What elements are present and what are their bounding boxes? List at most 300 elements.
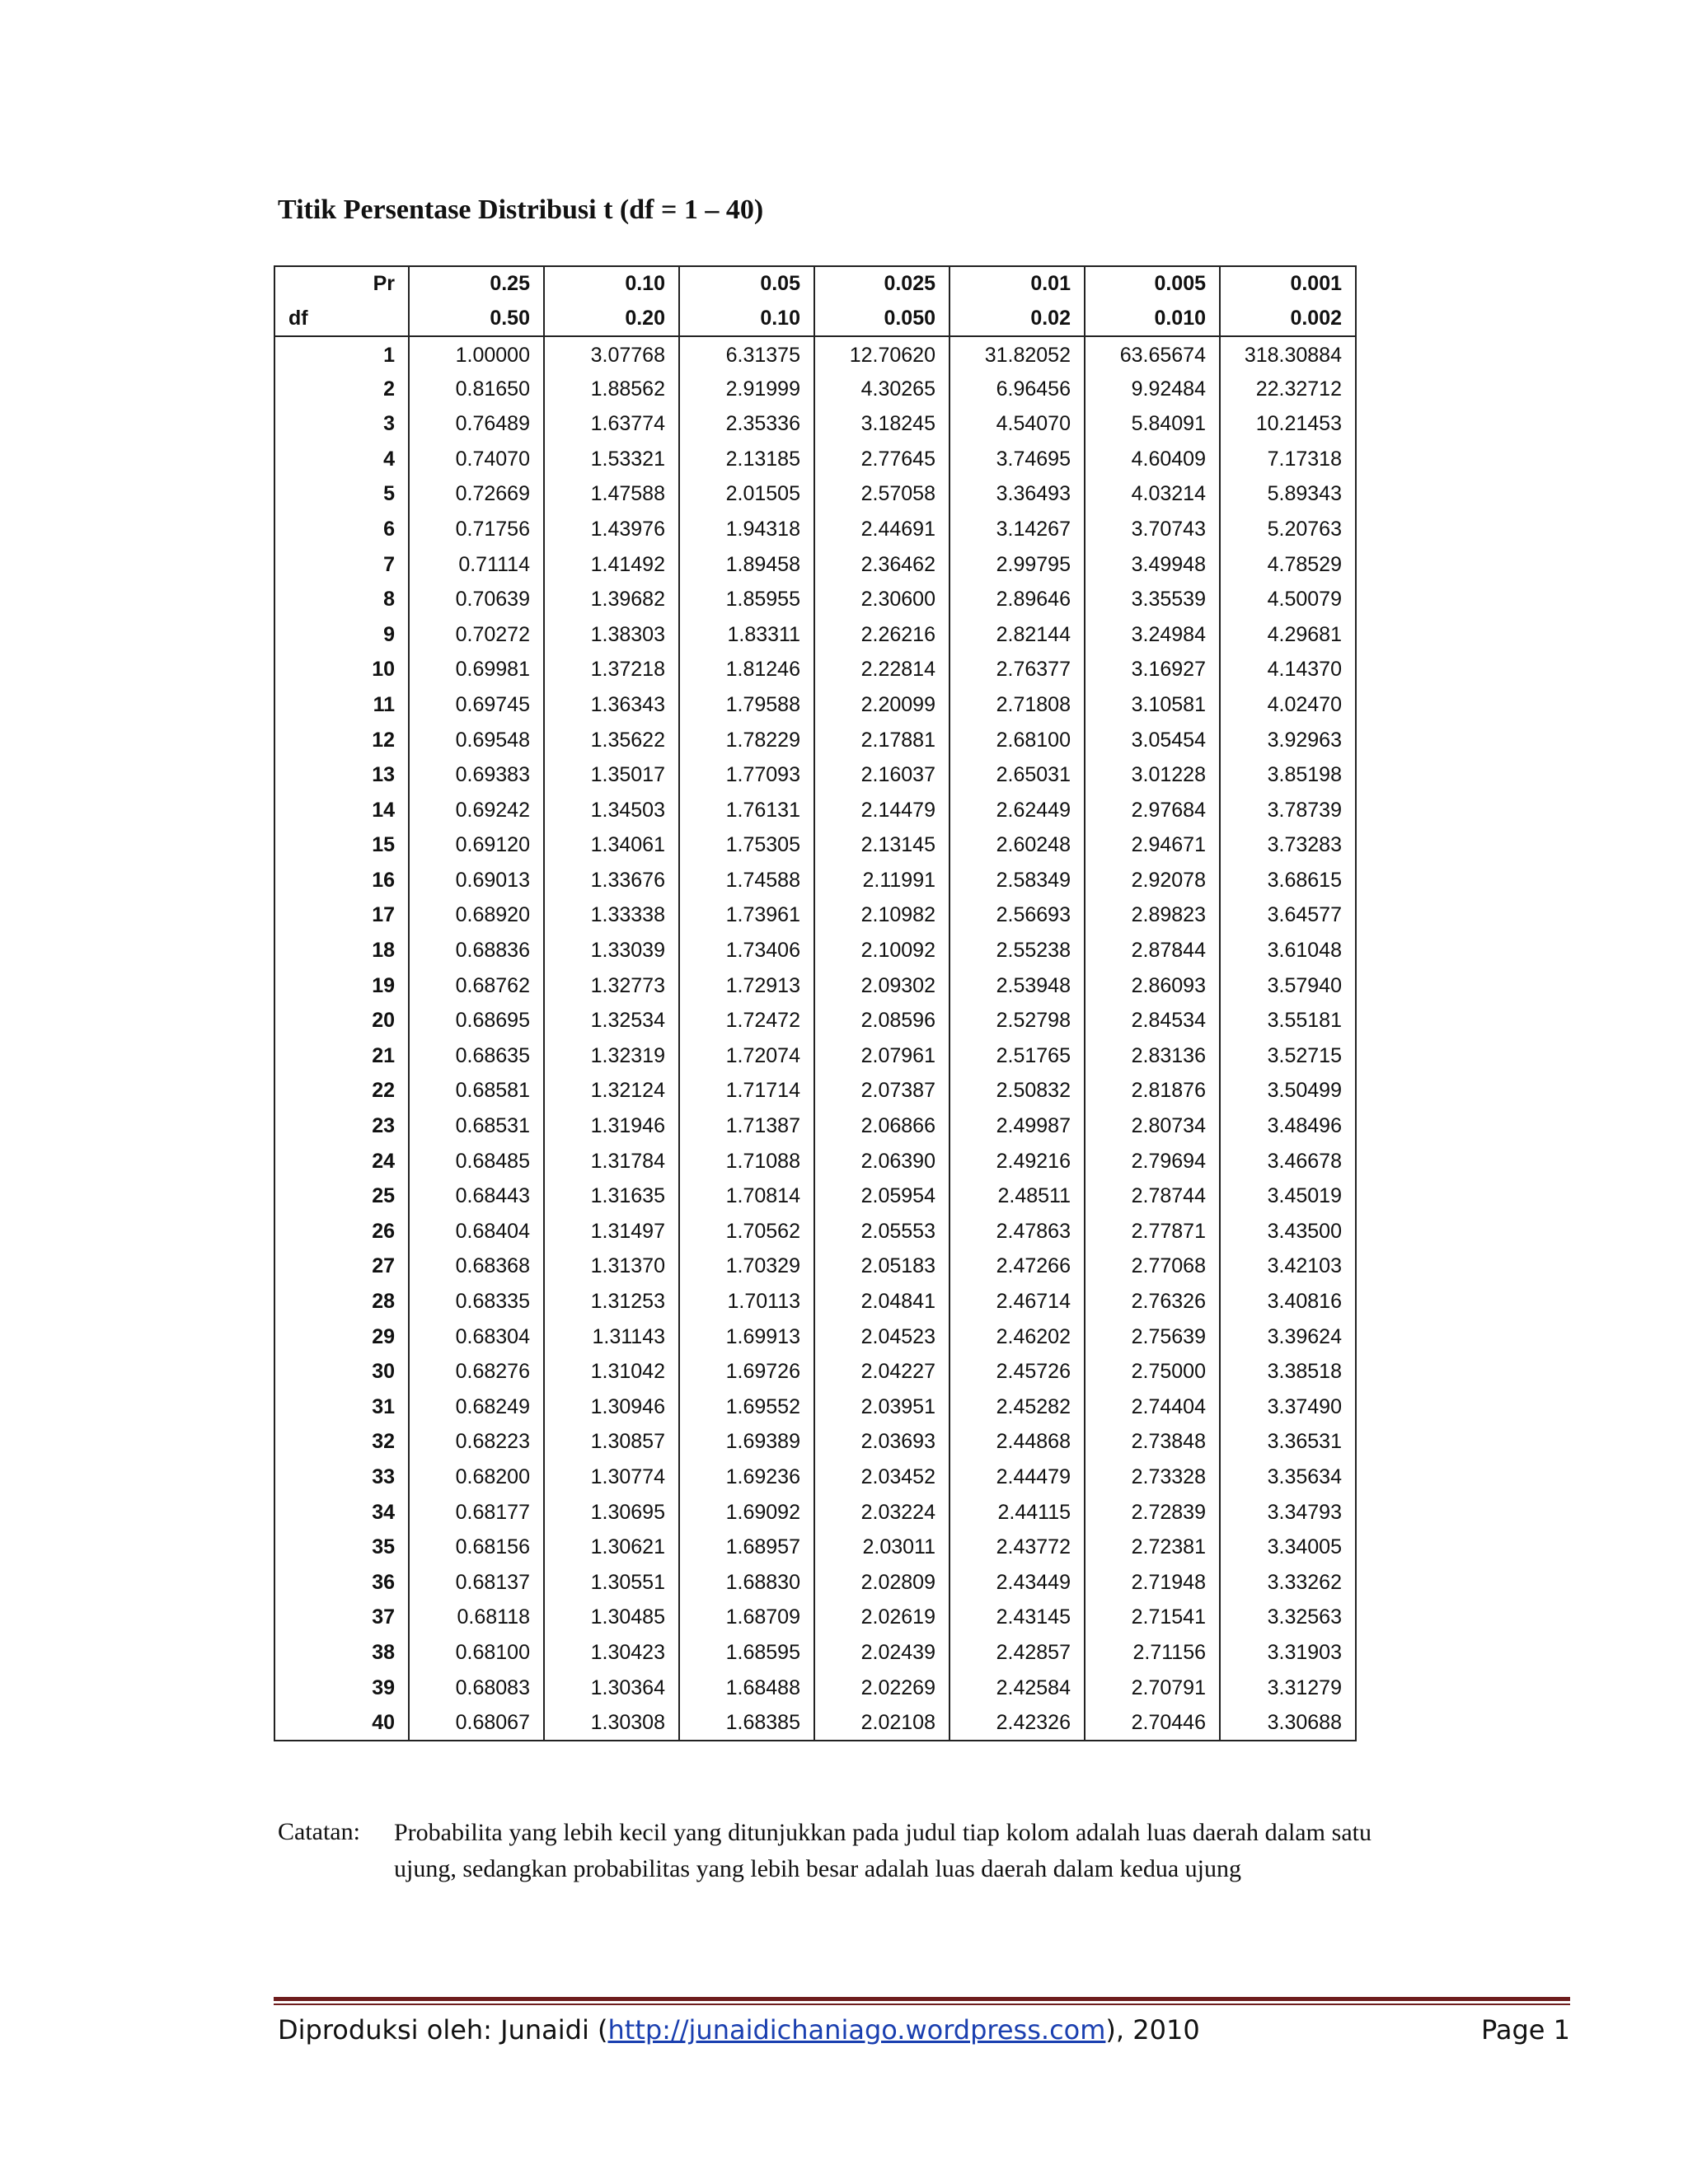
value-cell: 0.69013 <box>409 863 544 898</box>
value-cell: 2.43772 <box>950 1530 1085 1565</box>
value-cell: 0.69120 <box>409 828 544 864</box>
value-cell: 3.16927 <box>1085 653 1220 688</box>
value-cell: 1.68488 <box>679 1671 814 1706</box>
table-row <box>274 1565 1356 1601</box>
value-cell: 9.92484 <box>1085 372 1220 407</box>
value-cell: 1.41492 <box>544 547 679 583</box>
table-row <box>274 1495 1356 1530</box>
value-cell: 2.89646 <box>950 582 1085 617</box>
value-cell: 3.34005 <box>1220 1530 1356 1565</box>
footer-link[interactable]: http://junaidichaniago.wordpress.com <box>607 2014 1106 2046</box>
value-cell: 1.68957 <box>679 1530 814 1565</box>
value-cell: 2.77645 <box>814 442 950 477</box>
df-cell: 39 <box>274 1671 409 1706</box>
value-cell: 63.65674 <box>1085 336 1220 372</box>
value-cell: 3.31903 <box>1220 1635 1356 1671</box>
value-cell: 2.89823 <box>1085 898 1220 934</box>
value-cell: 3.14267 <box>950 512 1085 547</box>
value-cell: 4.29681 <box>1220 617 1356 653</box>
value-cell: 3.30688 <box>1220 1705 1356 1741</box>
value-cell: 1.32773 <box>544 968 679 1004</box>
table-row <box>274 1284 1356 1319</box>
df-cell: 3 <box>274 406 409 442</box>
value-cell: 3.39624 <box>1220 1319 1356 1355</box>
header-df-label: df <box>274 302 409 337</box>
value-cell: 4.60409 <box>1085 442 1220 477</box>
value-cell: 0.68581 <box>409 1074 544 1109</box>
value-cell: 3.61048 <box>1220 933 1356 968</box>
table-row <box>274 512 1356 547</box>
value-cell: 3.64577 <box>1220 898 1356 934</box>
value-cell: 2.42584 <box>950 1671 1085 1706</box>
value-cell: 1.34061 <box>544 828 679 864</box>
value-cell: 1.69092 <box>679 1495 814 1530</box>
value-cell: 3.24984 <box>1085 617 1220 653</box>
value-cell: 2.26216 <box>814 617 950 653</box>
value-cell: 2.77068 <box>1085 1249 1220 1285</box>
value-cell: 2.13185 <box>679 442 814 477</box>
value-cell: 2.05954 <box>814 1179 950 1214</box>
df-cell: 20 <box>274 1003 409 1038</box>
value-cell: 2.07387 <box>814 1074 950 1109</box>
value-cell: 1.94318 <box>679 512 814 547</box>
value-cell: 1.76131 <box>679 793 814 828</box>
value-cell: 1.30308 <box>544 1705 679 1741</box>
table-row <box>274 1705 1356 1741</box>
value-cell: 1.85955 <box>679 582 814 617</box>
table-row <box>274 723 1356 758</box>
value-cell: 0.81650 <box>409 372 544 407</box>
table-row <box>274 372 1356 407</box>
value-cell: 2.56693 <box>950 898 1085 934</box>
value-cell: 1.70814 <box>679 1179 814 1214</box>
value-cell: 1.31784 <box>544 1144 679 1179</box>
table-row <box>274 1003 1356 1038</box>
df-cell: 31 <box>274 1390 409 1425</box>
value-cell: 1.71088 <box>679 1144 814 1179</box>
header-one-tail-6: 0.005 <box>1085 266 1220 302</box>
table-row <box>274 547 1356 583</box>
df-cell: 19 <box>274 968 409 1004</box>
table-row <box>274 1635 1356 1671</box>
value-cell: 2.51765 <box>950 1038 1085 1074</box>
value-cell: 0.69242 <box>409 793 544 828</box>
value-cell: 0.76489 <box>409 406 544 442</box>
value-cell: 1.31253 <box>544 1284 679 1319</box>
value-cell: 0.70272 <box>409 617 544 653</box>
value-cell: 0.68067 <box>409 1705 544 1741</box>
value-cell: 1.69236 <box>679 1460 814 1495</box>
value-cell: 4.54070 <box>950 406 1085 442</box>
value-cell: 1.33338 <box>544 898 679 934</box>
table-row <box>274 1319 1356 1355</box>
value-cell: 2.04841 <box>814 1284 950 1319</box>
value-cell: 1.39682 <box>544 582 679 617</box>
value-cell: 2.74404 <box>1085 1390 1220 1425</box>
value-cell: 2.42857 <box>950 1635 1085 1671</box>
value-cell: 1.31946 <box>544 1108 679 1144</box>
value-cell: 3.38518 <box>1220 1354 1356 1390</box>
value-cell: 2.16037 <box>814 757 950 793</box>
value-cell: 4.02470 <box>1220 687 1356 723</box>
table-row <box>274 1074 1356 1109</box>
value-cell: 2.94671 <box>1085 828 1220 864</box>
value-cell: 1.36343 <box>544 687 679 723</box>
header-one-tail-2: 0.10 <box>544 266 679 302</box>
value-cell: 3.74695 <box>950 442 1085 477</box>
value-cell: 2.08596 <box>814 1003 950 1038</box>
table-row <box>274 1425 1356 1460</box>
value-cell: 1.89458 <box>679 547 814 583</box>
value-cell: 0.68531 <box>409 1108 544 1144</box>
value-cell: 3.35634 <box>1220 1460 1356 1495</box>
value-cell: 1.30774 <box>544 1460 679 1495</box>
table-row <box>274 582 1356 617</box>
header-two-tail-1: 0.50 <box>409 302 544 337</box>
value-cell: 1.31143 <box>544 1319 679 1355</box>
value-cell: 0.68762 <box>409 968 544 1004</box>
value-cell: 2.06866 <box>814 1108 950 1144</box>
value-cell: 1.71714 <box>679 1074 814 1109</box>
value-cell: 2.10092 <box>814 933 950 968</box>
value-cell: 1.35017 <box>544 757 679 793</box>
value-cell: 2.02108 <box>814 1705 950 1741</box>
value-cell: 2.22814 <box>814 653 950 688</box>
value-cell: 3.05454 <box>1085 723 1220 758</box>
value-cell: 1.32534 <box>544 1003 679 1038</box>
value-cell: 0.69745 <box>409 687 544 723</box>
value-cell: 3.55181 <box>1220 1003 1356 1038</box>
value-cell: 0.68695 <box>409 1003 544 1038</box>
value-cell: 1.73406 <box>679 933 814 968</box>
value-cell: 2.76326 <box>1085 1284 1220 1319</box>
value-cell: 0.74070 <box>409 442 544 477</box>
value-cell: 2.50832 <box>950 1074 1085 1109</box>
value-cell: 3.85198 <box>1220 757 1356 793</box>
table-row <box>274 1460 1356 1495</box>
value-cell: 2.45726 <box>950 1354 1085 1390</box>
value-cell: 2.36462 <box>814 547 950 583</box>
df-cell: 9 <box>274 617 409 653</box>
value-cell: 3.70743 <box>1085 512 1220 547</box>
value-cell: 2.03224 <box>814 1495 950 1530</box>
note-label: Catatan: <box>278 1818 360 1845</box>
value-cell: 1.30485 <box>544 1601 679 1636</box>
value-cell: 2.68100 <box>950 723 1085 758</box>
value-cell: 2.02619 <box>814 1601 950 1636</box>
value-cell: 1.63774 <box>544 406 679 442</box>
value-cell: 2.04523 <box>814 1319 950 1355</box>
value-cell: 0.69383 <box>409 757 544 793</box>
df-cell: 6 <box>274 512 409 547</box>
header-two-tail-3: 0.10 <box>679 302 814 337</box>
value-cell: 2.11991 <box>814 863 950 898</box>
df-cell: 29 <box>274 1319 409 1355</box>
table-row <box>274 1249 1356 1285</box>
value-cell: 4.14370 <box>1220 653 1356 688</box>
value-cell: 31.82052 <box>950 336 1085 372</box>
value-cell: 0.68335 <box>409 1284 544 1319</box>
value-cell: 3.50499 <box>1220 1074 1356 1109</box>
value-cell: 3.73283 <box>1220 828 1356 864</box>
value-cell: 2.71541 <box>1085 1601 1220 1636</box>
value-cell: 1.68830 <box>679 1565 814 1601</box>
value-cell: 1.79588 <box>679 687 814 723</box>
value-cell: 3.92963 <box>1220 723 1356 758</box>
value-cell: 2.72381 <box>1085 1530 1220 1565</box>
value-cell: 2.03011 <box>814 1530 950 1565</box>
value-cell: 1.77093 <box>679 757 814 793</box>
value-cell: 2.42326 <box>950 1705 1085 1741</box>
table-row <box>274 1390 1356 1425</box>
value-cell: 0.72669 <box>409 477 544 513</box>
value-cell: 3.33262 <box>1220 1565 1356 1601</box>
value-cell: 1.35622 <box>544 723 679 758</box>
header-one-tail-4: 0.025 <box>814 266 950 302</box>
value-cell: 2.06390 <box>814 1144 950 1179</box>
value-cell: 2.46202 <box>950 1319 1085 1355</box>
value-cell: 1.30621 <box>544 1530 679 1565</box>
header-one-tail-3: 0.05 <box>679 266 814 302</box>
value-cell: 1.30551 <box>544 1565 679 1601</box>
value-cell: 1.78229 <box>679 723 814 758</box>
header-one-tail-7: 0.001 <box>1220 266 1356 302</box>
value-cell: 1.32319 <box>544 1038 679 1074</box>
value-cell: 2.73328 <box>1085 1460 1220 1495</box>
value-cell: 12.70620 <box>814 336 950 372</box>
value-cell: 2.86093 <box>1085 968 1220 1004</box>
table-row <box>274 757 1356 793</box>
header-two-tail-6: 0.010 <box>1085 302 1220 337</box>
value-cell: 2.07961 <box>814 1038 950 1074</box>
df-cell: 28 <box>274 1284 409 1319</box>
df-cell: 15 <box>274 828 409 864</box>
df-cell: 16 <box>274 863 409 898</box>
value-cell: 4.03214 <box>1085 477 1220 513</box>
table-row <box>274 968 1356 1004</box>
value-cell: 3.42103 <box>1220 1249 1356 1285</box>
value-cell: 0.68137 <box>409 1565 544 1601</box>
value-cell: 1.33676 <box>544 863 679 898</box>
value-cell: 2.77871 <box>1085 1214 1220 1249</box>
value-cell: 2.44691 <box>814 512 950 547</box>
df-cell: 37 <box>274 1601 409 1636</box>
df-cell: 21 <box>274 1038 409 1074</box>
value-cell: 0.68368 <box>409 1249 544 1285</box>
value-cell: 2.48511 <box>950 1179 1085 1214</box>
value-cell: 2.62449 <box>950 793 1085 828</box>
value-cell: 5.89343 <box>1220 477 1356 513</box>
header-two-tail-5: 0.02 <box>950 302 1085 337</box>
df-cell: 13 <box>274 757 409 793</box>
value-cell: 1.30695 <box>544 1495 679 1530</box>
note-text: Probabilita yang lebih kecil yang ditunjukkan pada judul tiap kolom adalah luas daerah dalam satu ujung, sedangkan probabilitas yang lebih besar adalah luas daerah dalam kedua ujung <box>394 1819 1372 1882</box>
footer-rule-thin <box>274 2004 1570 2005</box>
value-cell: 1.43976 <box>544 512 679 547</box>
page-title: Titik Persentase Distribusi t (df = 1 – 40) <box>278 194 764 225</box>
value-cell: 3.48496 <box>1220 1108 1356 1144</box>
table-row <box>274 653 1356 688</box>
value-cell: 2.97684 <box>1085 793 1220 828</box>
value-cell: 6.31375 <box>679 336 814 372</box>
value-cell: 2.87844 <box>1085 933 1220 968</box>
value-cell: 2.73848 <box>1085 1425 1220 1460</box>
value-cell: 2.84534 <box>1085 1003 1220 1038</box>
value-cell: 0.68836 <box>409 933 544 968</box>
value-cell: 1.31497 <box>544 1214 679 1249</box>
value-cell: 3.49948 <box>1085 547 1220 583</box>
value-cell: 0.68404 <box>409 1214 544 1249</box>
value-cell: 2.43449 <box>950 1565 1085 1601</box>
value-cell: 1.69389 <box>679 1425 814 1460</box>
value-cell: 2.79694 <box>1085 1144 1220 1179</box>
value-cell: 0.68083 <box>409 1671 544 1706</box>
table-row <box>274 933 1356 968</box>
value-cell: 1.32124 <box>544 1074 679 1109</box>
value-cell: 318.30884 <box>1220 336 1356 372</box>
table-row <box>274 863 1356 898</box>
value-cell: 1.34503 <box>544 793 679 828</box>
value-cell: 2.58349 <box>950 863 1085 898</box>
value-cell: 1.38303 <box>544 617 679 653</box>
value-cell: 0.68635 <box>409 1038 544 1074</box>
value-cell: 3.45019 <box>1220 1179 1356 1214</box>
df-cell: 24 <box>274 1144 409 1179</box>
header-one-tail-5: 0.01 <box>950 266 1085 302</box>
value-cell: 3.37490 <box>1220 1390 1356 1425</box>
value-cell: 0.68249 <box>409 1390 544 1425</box>
header-two-tail-4: 0.050 <box>814 302 950 337</box>
table-row <box>274 336 1356 372</box>
value-cell: 4.50079 <box>1220 582 1356 617</box>
value-cell: 0.68920 <box>409 898 544 934</box>
value-cell: 1.71387 <box>679 1108 814 1144</box>
value-cell: 3.57940 <box>1220 968 1356 1004</box>
df-cell: 18 <box>274 933 409 968</box>
table-row <box>274 1530 1356 1565</box>
value-cell: 1.68595 <box>679 1635 814 1671</box>
table-row <box>274 1179 1356 1214</box>
df-cell: 25 <box>274 1179 409 1214</box>
table-row <box>274 793 1356 828</box>
footer <box>278 2014 1570 2046</box>
value-cell: 2.35336 <box>679 406 814 442</box>
value-cell: 0.68177 <box>409 1495 544 1530</box>
df-cell: 12 <box>274 723 409 758</box>
value-cell: 0.68304 <box>409 1319 544 1355</box>
df-cell: 27 <box>274 1249 409 1285</box>
value-cell: 2.80734 <box>1085 1108 1220 1144</box>
value-cell: 5.20763 <box>1220 512 1356 547</box>
value-cell: 2.17881 <box>814 723 950 758</box>
value-cell: 1.31635 <box>544 1179 679 1214</box>
value-cell: 2.02269 <box>814 1671 950 1706</box>
value-cell: 2.14479 <box>814 793 950 828</box>
value-cell: 2.09302 <box>814 968 950 1004</box>
value-cell: 2.91999 <box>679 372 814 407</box>
table-row <box>274 1214 1356 1249</box>
table-body <box>274 336 1356 1741</box>
value-cell: 2.03951 <box>814 1390 950 1425</box>
header-two-tail-2: 0.20 <box>544 302 679 337</box>
header-row-two-tail <box>274 302 1356 337</box>
value-cell: 1.81246 <box>679 653 814 688</box>
value-cell: 2.76377 <box>950 653 1085 688</box>
value-cell: 2.47266 <box>950 1249 1085 1285</box>
value-cell: 3.01228 <box>1085 757 1220 793</box>
value-cell: 1.83311 <box>679 617 814 653</box>
value-cell: 1.30946 <box>544 1390 679 1425</box>
value-cell: 10.21453 <box>1220 406 1356 442</box>
value-cell: 3.35539 <box>1085 582 1220 617</box>
footer-rule-thick <box>274 1997 1570 2001</box>
value-cell: 1.53321 <box>544 442 679 477</box>
value-cell: 2.01505 <box>679 477 814 513</box>
value-cell: 3.36531 <box>1220 1425 1356 1460</box>
value-cell: 3.40816 <box>1220 1284 1356 1319</box>
value-cell: 2.83136 <box>1085 1038 1220 1074</box>
value-cell: 2.72839 <box>1085 1495 1220 1530</box>
value-cell: 0.68223 <box>409 1425 544 1460</box>
table-row <box>274 1108 1356 1144</box>
df-cell: 22 <box>274 1074 409 1109</box>
value-cell: 1.72472 <box>679 1003 814 1038</box>
value-cell: 0.68485 <box>409 1144 544 1179</box>
table-row <box>274 1144 1356 1179</box>
table-row <box>274 406 1356 442</box>
value-cell: 2.47863 <box>950 1214 1085 1249</box>
value-cell: 1.68385 <box>679 1705 814 1741</box>
value-cell: 2.55238 <box>950 933 1085 968</box>
df-cell: 7 <box>274 547 409 583</box>
value-cell: 2.13145 <box>814 828 950 864</box>
value-cell: 3.52715 <box>1220 1038 1356 1074</box>
value-cell: 3.32563 <box>1220 1601 1356 1636</box>
value-cell: 3.18245 <box>814 406 950 442</box>
value-cell: 3.07768 <box>544 336 679 372</box>
df-cell: 1 <box>274 336 409 372</box>
value-cell: 3.34793 <box>1220 1495 1356 1530</box>
df-cell: 34 <box>274 1495 409 1530</box>
value-cell: 0.68118 <box>409 1601 544 1636</box>
value-cell: 0.71756 <box>409 512 544 547</box>
value-cell: 4.30265 <box>814 372 950 407</box>
table-row <box>274 828 1356 864</box>
value-cell: 2.71948 <box>1085 1565 1220 1601</box>
page-number: Page 1 <box>1481 2014 1570 2046</box>
header-two-tail-7: 0.002 <box>1220 302 1356 337</box>
value-cell: 2.30600 <box>814 582 950 617</box>
value-cell: 2.52798 <box>950 1003 1085 1038</box>
df-cell: 35 <box>274 1530 409 1565</box>
value-cell: 0.70639 <box>409 582 544 617</box>
t-distribution-table <box>274 265 1357 1741</box>
value-cell: 2.92078 <box>1085 863 1220 898</box>
table-row <box>274 617 1356 653</box>
value-cell: 3.68615 <box>1220 863 1356 898</box>
value-cell: 2.49216 <box>950 1144 1085 1179</box>
value-cell: 1.37218 <box>544 653 679 688</box>
value-cell: 7.17318 <box>1220 442 1356 477</box>
df-cell: 2 <box>274 372 409 407</box>
value-cell: 2.02439 <box>814 1635 950 1671</box>
value-cell: 2.05183 <box>814 1249 950 1285</box>
value-cell: 1.31042 <box>544 1354 679 1390</box>
header-one-tail-1: 0.25 <box>409 266 544 302</box>
value-cell: 1.69913 <box>679 1319 814 1355</box>
value-cell: 1.00000 <box>409 336 544 372</box>
value-cell: 2.81876 <box>1085 1074 1220 1109</box>
